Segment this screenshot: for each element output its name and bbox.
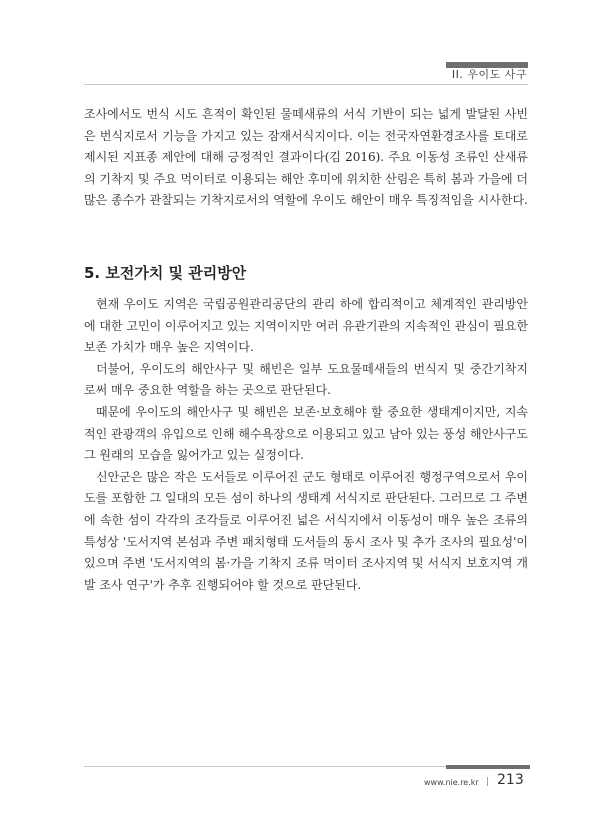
intro-paragraph: 조사에서도 번식 시도 흔적이 확인된 물떼새류의 서식 기반이 되는 넓게 발달된 사빈은 번식지로서 기능을 가지고 있는 잠재서식지이다. 이는 전국자연환경조사를 토대로 제시된 지표종 제안에 대해 긍정적인 결과이다(김 2016). 주요 이동성 조류인 산새류의 기착지 및 주요 먹이터로 이용되는 해안 후미에 위치한 산림은 특히 봄과 가을에 더 많은 종수가 관찰되는 기착지로서의 역할에 우이도 해안이 매우 특징적임을 시사한다.	[84, 107, 528, 208]
section-paragraph: 현재 우이도 지역은 국립공원관리공단의 관리 하에 합리적이고 체계적인 관리방안에 대한 고민이 이루어지고 있는 지역이지만 여러 유관기관의 지속적인 관심이 필요한 보존 가치가 매우 높은 지역이다.	[84, 297, 528, 355]
section-paragraph: 신안군은 많은 작은 도서들로 이루어진 군도 형태로 이루어진 행정구역으로서 우이도를 포함한 그 일대의 모든 섬이 하나의 생태계 서식지로 판단된다. 그러므로 그 주변에 속한 섬이 각각의 조각들로 이루어진 넓은 서식지에서 이동성이 매우 높은 조류의 특성상 '도서지역 본섬과 주변 패치형태 도서들의 동시 조사 및 추가 조사의 필요성'이 있으며 주변 '도서지역의 봄·가을 기착지 조류 먹이터 조사지역 및 서식지 보호지역 개발 조사 연구'가 추후 진행되어야 할 것으로 판단된다.	[84, 469, 528, 592]
section-paragraph: 때문에 우이도의 해안사구 및 해빈은 보존·보호해야 할 중요한 생태계이지만, 지속적인 관광객의 유입으로 인해 해수욕장으로 이용되고 있고 남아 있는 풍성 해안사구도 그 원래의 모습을 잃어가고 있는 실정이다.	[84, 404, 528, 463]
running-header: II. 우이도 사구	[451, 68, 527, 81]
footer-separator: |	[486, 777, 490, 787]
footer-accent-bar	[446, 765, 530, 769]
header-rule	[84, 84, 528, 85]
section-body	[84, 294, 528, 596]
page-number: 213	[497, 772, 524, 788]
intro-text	[84, 104, 528, 212]
footer-url: www.nie.re.kr	[424, 778, 479, 787]
section-title: 5. 보전가치 및 관리방안	[84, 264, 247, 282]
section-paragraph: 더불어, 우이도의 해안사구 및 해빈은 일부 도요물떼새들의 번식지 및 중간기착지로써 매우 중요한 역할을 하는 곳으로 판단된다.	[84, 361, 528, 398]
